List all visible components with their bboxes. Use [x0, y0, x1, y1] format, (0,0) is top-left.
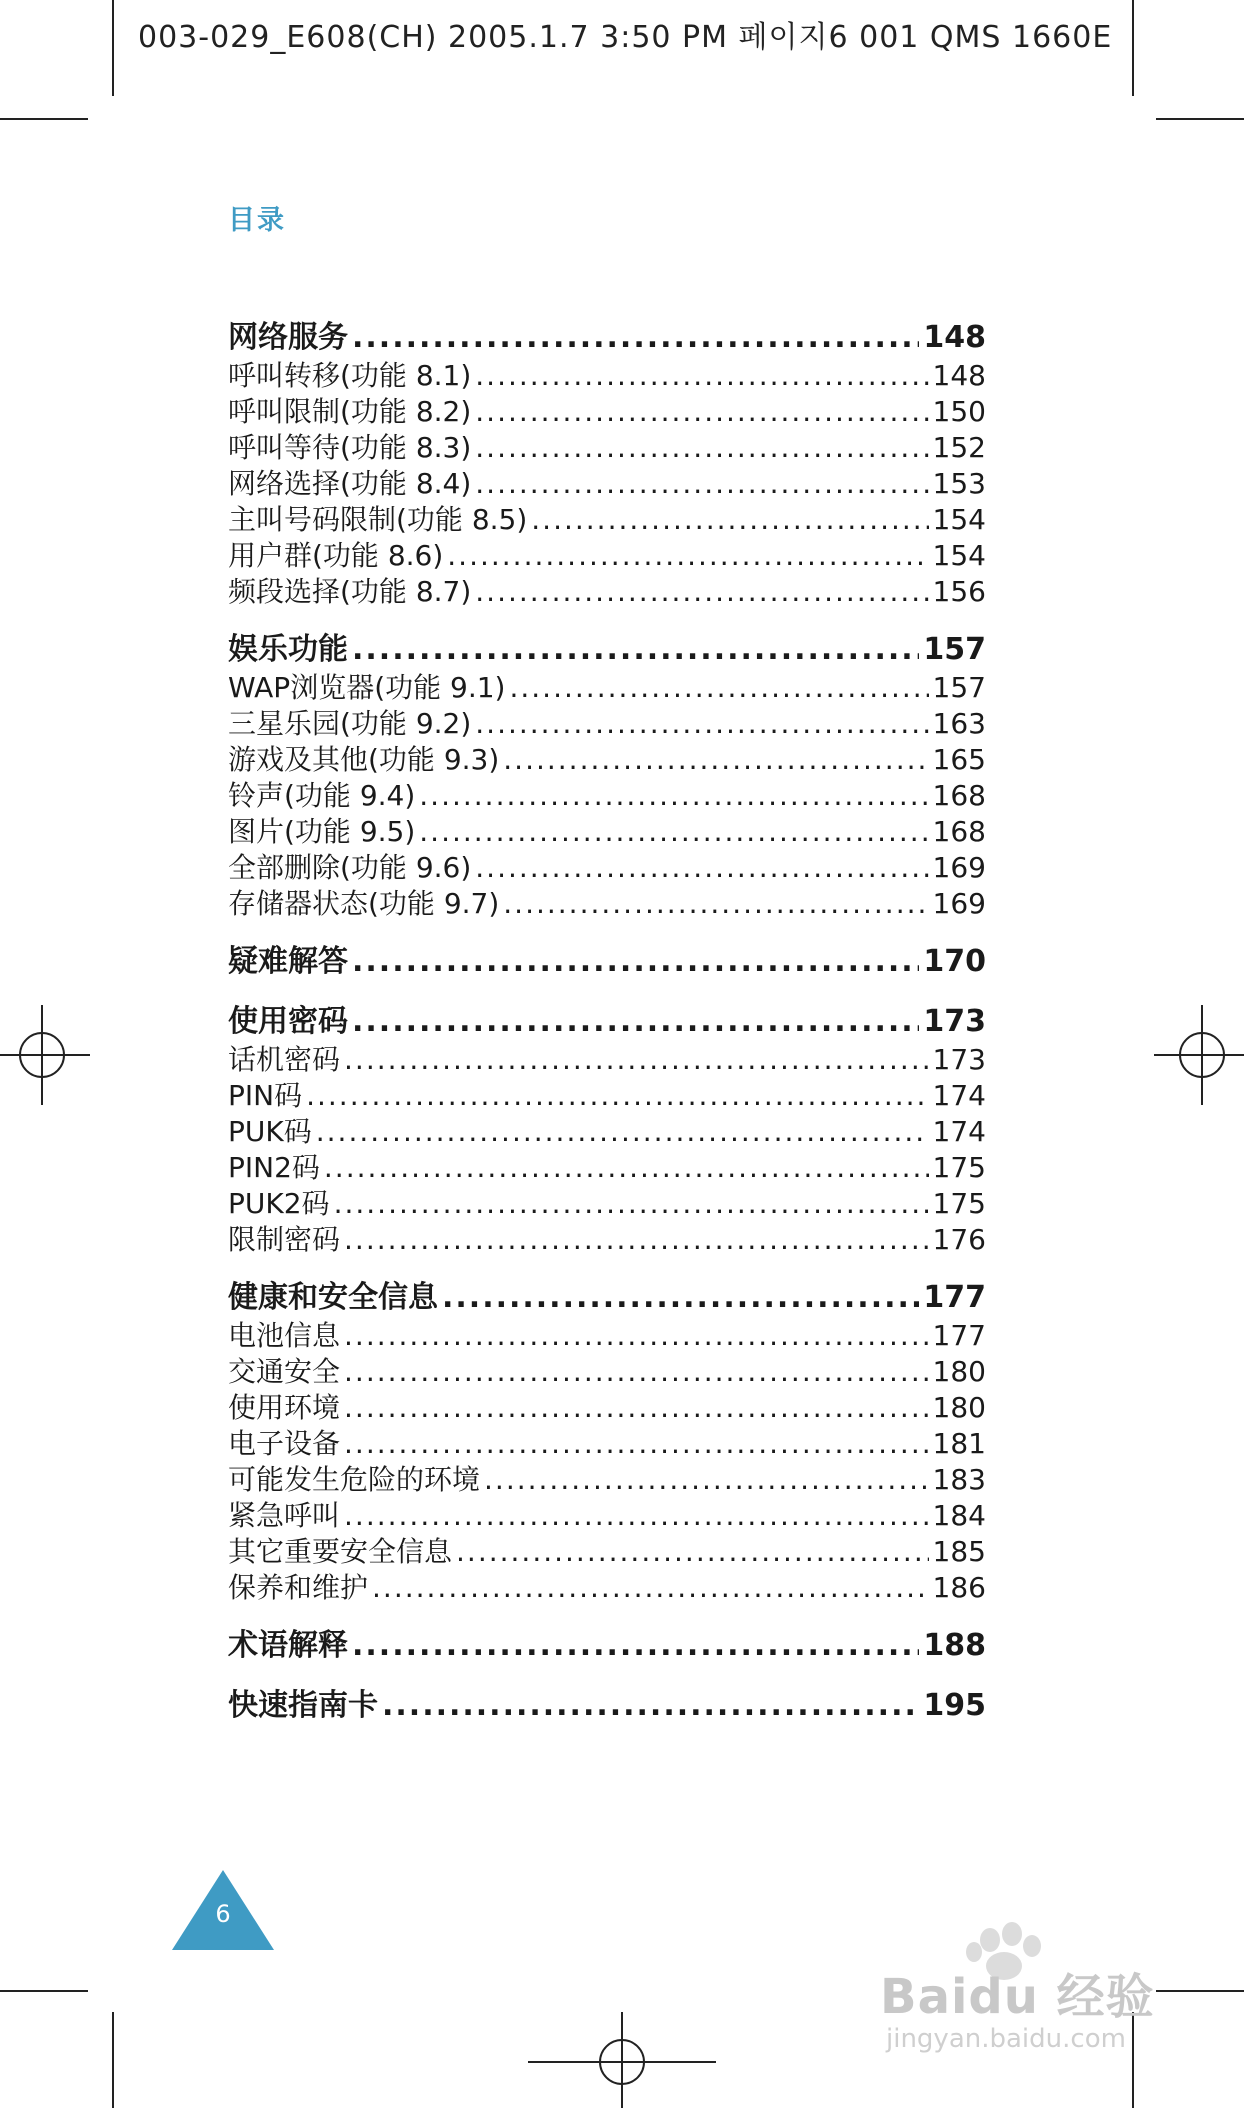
table-of-contents — [228, 320, 986, 1748]
toc-section-heading[interactable] — [228, 320, 986, 358]
toc-page-number: 181 — [932, 1427, 986, 1460]
toc-section-title: 网络服务 — [228, 320, 348, 355]
toc-entry-label: 呼叫等待(功能 8.3) — [228, 431, 472, 464]
toc-section-title: 健康和安全信息 — [228, 1280, 438, 1315]
toc-page-number: 168 — [932, 815, 986, 848]
toc-entry[interactable] — [228, 670, 986, 706]
toc-entry-label: 图片(功能 9.5) — [228, 815, 416, 848]
dot-leader — [344, 1498, 929, 1534]
toc-page-number: 195 — [923, 1688, 986, 1723]
toc-page-number: 175 — [932, 1151, 986, 1184]
toc-entry[interactable] — [228, 1390, 986, 1426]
toc-entry[interactable] — [228, 574, 986, 610]
toc-page-number: 154 — [932, 539, 986, 572]
toc-entry-label: WAP浏览器(功能 9.1) — [228, 671, 506, 704]
toc-entry-label: 话机密码 — [228, 1043, 341, 1076]
toc-entry[interactable] — [228, 1498, 986, 1534]
toc-page-number: 157 — [923, 632, 986, 667]
dot-leader — [484, 1462, 929, 1498]
toc-section — [228, 1628, 986, 1666]
toc-page-number: 163 — [932, 707, 986, 740]
crop-mark — [1132, 0, 1134, 96]
toc-page-number: 152 — [932, 431, 986, 464]
toc-section — [228, 1688, 986, 1726]
watermark-url: jingyan.baidu.com — [886, 2024, 1126, 2054]
toc-page-number: 148 — [932, 359, 986, 392]
toc-entry[interactable] — [228, 1150, 986, 1186]
toc-entry[interactable] — [228, 850, 986, 886]
dot-leader — [419, 814, 928, 850]
crop-mark — [1156, 118, 1244, 120]
toc-section-heading[interactable] — [228, 1688, 986, 1726]
page-number: 6 — [215, 1900, 231, 1928]
toc-entry[interactable] — [228, 814, 986, 850]
dot-leader — [447, 538, 928, 574]
toc-entry-label: PUK码 — [228, 1115, 312, 1148]
toc-entry-label: 呼叫转移(功能 8.1) — [228, 359, 472, 392]
toc-entry-label: PIN码 — [228, 1079, 303, 1112]
toc-section-title: 娱乐功能 — [228, 632, 348, 667]
toc-section-title: 疑难解答 — [228, 944, 348, 979]
toc-page-number: 184 — [932, 1499, 986, 1532]
toc-page-number: 174 — [932, 1115, 986, 1148]
toc-entry[interactable] — [228, 1318, 986, 1354]
toc-section-heading[interactable] — [228, 1004, 986, 1042]
toc-page-number: 183 — [932, 1463, 986, 1496]
dot-leader — [531, 502, 928, 538]
toc-entry[interactable] — [228, 394, 986, 430]
dot-leader — [352, 944, 919, 980]
toc-page-number: 180 — [932, 1355, 986, 1388]
toc-entry-label: 电子设备 — [228, 1427, 341, 1460]
watermark-brand: Baidu 经验 — [880, 1969, 1155, 2025]
dot-leader — [419, 778, 928, 814]
dot-leader — [475, 706, 928, 742]
dot-leader — [316, 1114, 929, 1150]
dot-leader — [382, 1688, 919, 1724]
toc-entry-label: 呼叫限制(功能 8.2) — [228, 395, 472, 428]
toc-section-heading[interactable] — [228, 1628, 986, 1666]
crop-mark — [0, 118, 88, 120]
toc-page-number: 169 — [932, 887, 986, 920]
dot-leader — [324, 1150, 929, 1186]
toc-entry-label: 全部删除(功能 9.6) — [228, 851, 472, 884]
dot-leader — [344, 1426, 929, 1462]
toc-entry[interactable] — [228, 886, 986, 922]
toc-entry-label: 用户群(功能 8.6) — [228, 539, 444, 572]
toc-entry[interactable] — [228, 1114, 986, 1150]
toc-section — [228, 1280, 986, 1606]
dot-leader — [456, 1534, 929, 1570]
dot-leader — [352, 320, 919, 356]
toc-entry[interactable] — [228, 742, 986, 778]
dot-leader — [503, 886, 928, 922]
toc-section-heading[interactable] — [228, 1280, 986, 1318]
dot-leader — [344, 1354, 929, 1390]
toc-entry[interactable] — [228, 430, 986, 466]
toc-section — [228, 1004, 986, 1258]
registration-mark-right — [1144, 1000, 1244, 1110]
dot-leader — [475, 394, 928, 430]
toc-page-number: 165 — [932, 743, 986, 776]
toc-entry-label: 限制密码 — [228, 1223, 341, 1256]
toc-page-number: 174 — [932, 1079, 986, 1112]
toc-section — [228, 944, 986, 982]
crop-mark — [0, 1990, 88, 1992]
toc-section — [228, 632, 986, 922]
registration-mark-bottom — [522, 2012, 722, 2108]
toc-entry[interactable] — [228, 502, 986, 538]
toc-page-number: 188 — [923, 1628, 986, 1663]
toc-entry[interactable] — [228, 466, 986, 502]
toc-entry-label: 主叫号码限制(功能 8.5) — [228, 503, 528, 536]
toc-entry-label: 存储器状态(功能 9.7) — [228, 887, 500, 920]
toc-entry-label: 电池信息 — [228, 1319, 341, 1352]
dot-leader — [344, 1390, 929, 1426]
crop-mark — [112, 0, 114, 96]
dot-leader — [344, 1222, 929, 1258]
toc-page-number: 173 — [932, 1043, 986, 1076]
toc-entry-label: 可能发生危险的环境 — [228, 1463, 481, 1496]
toc-entry[interactable] — [228, 778, 986, 814]
dot-leader — [344, 1042, 929, 1078]
toc-entry-label: 保养和维护 — [228, 1571, 369, 1604]
toc-entry-label: 其它重要安全信息 — [228, 1535, 453, 1568]
toc-section-title: 快速指南卡 — [228, 1688, 378, 1723]
toc-entry-label: 网络选择(功能 8.4) — [228, 467, 472, 500]
toc-page-number: 177 — [923, 1280, 986, 1315]
toc-page-number: 169 — [932, 851, 986, 884]
page-title: 目录 — [228, 205, 286, 236]
toc-page-number: 168 — [932, 779, 986, 812]
dot-leader — [475, 574, 928, 610]
dot-leader — [475, 358, 928, 394]
dot-leader — [509, 670, 928, 706]
toc-entry-label: 三星乐园(功能 9.2) — [228, 707, 472, 740]
toc-entry-label: 频段选择(功能 8.7) — [228, 575, 472, 608]
toc-page-number: 175 — [932, 1187, 986, 1220]
toc-entry-label: PUK2码 — [228, 1187, 330, 1220]
dot-leader — [306, 1078, 928, 1114]
dot-leader — [503, 742, 928, 778]
registration-mark-left — [0, 1000, 100, 1110]
toc-entry[interactable] — [228, 1570, 986, 1606]
dot-leader — [475, 850, 928, 886]
toc-entry-label: PIN2码 — [228, 1151, 320, 1184]
toc-entry-label: 使用环境 — [228, 1391, 341, 1424]
toc-page-number: 186 — [932, 1571, 986, 1604]
dot-leader — [334, 1186, 929, 1222]
toc-entry[interactable] — [228, 1078, 986, 1114]
toc-page-number: 180 — [932, 1391, 986, 1424]
toc-entry[interactable] — [228, 1042, 986, 1078]
toc-page-number: 157 — [932, 671, 986, 704]
dot-leader — [344, 1318, 929, 1354]
toc-page-number: 173 — [923, 1004, 986, 1039]
toc-entry[interactable] — [228, 1534, 986, 1570]
toc-page-number: 176 — [932, 1223, 986, 1256]
toc-entry[interactable] — [228, 1186, 986, 1222]
toc-entry-label: 游戏及其他(功能 9.3) — [228, 743, 500, 776]
toc-page-number: 153 — [932, 467, 986, 500]
toc-section-title: 术语解释 — [228, 1628, 348, 1663]
crop-mark — [112, 2012, 114, 2108]
dot-leader — [442, 1280, 919, 1316]
dot-leader — [352, 1004, 919, 1040]
toc-page-number: 150 — [932, 395, 986, 428]
toc-entry-label: 铃声(功能 9.4) — [228, 779, 416, 812]
toc-page-number: 177 — [932, 1319, 986, 1352]
dot-leader — [372, 1570, 929, 1606]
toc-entry[interactable] — [228, 1426, 986, 1462]
toc-entry[interactable] — [228, 358, 986, 394]
toc-entry[interactable] — [228, 1354, 986, 1390]
dot-leader — [352, 632, 919, 668]
toc-section-heading[interactable] — [228, 944, 986, 982]
toc-page-number: 154 — [932, 503, 986, 536]
toc-page-number: 170 — [923, 944, 986, 979]
toc-entry[interactable] — [228, 706, 986, 742]
toc-entry-label: 紧急呼叫 — [228, 1499, 341, 1532]
toc-entry-label: 交通安全 — [228, 1355, 341, 1388]
dot-leader — [352, 1628, 919, 1664]
toc-entry[interactable] — [228, 1462, 986, 1498]
toc-entry[interactable] — [228, 538, 986, 574]
toc-page-number: 148 — [923, 320, 986, 355]
toc-entry[interactable] — [228, 1222, 986, 1258]
toc-page-number: 156 — [932, 575, 986, 608]
toc-section — [228, 320, 986, 610]
toc-section-heading[interactable] — [228, 632, 986, 670]
dot-leader — [475, 466, 928, 502]
print-slug: 003-029_E608(CH) 2005.1.7 3:50 PM 페이지6 001 QMS 1660E — [138, 20, 1113, 55]
toc-page-number: 185 — [932, 1535, 986, 1568]
dot-leader — [475, 430, 928, 466]
toc-section-title: 使用密码 — [228, 1004, 348, 1039]
